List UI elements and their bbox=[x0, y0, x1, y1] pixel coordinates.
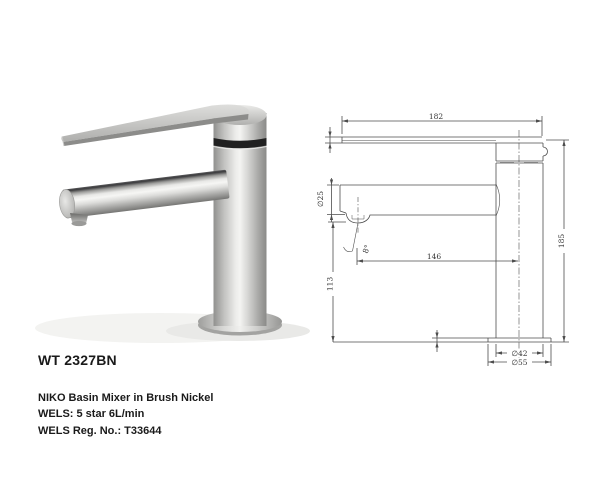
product-wels-reg: WELS Reg. No.: T33644 bbox=[38, 425, 162, 437]
product-wels-rating: WELS: 5 star 6L/min bbox=[38, 408, 145, 420]
product-name: NIKO Basin Mixer in Brush Nickel bbox=[38, 392, 214, 404]
spout-outline bbox=[340, 185, 496, 223]
label-spout-diameter: ∅25 bbox=[316, 190, 325, 208]
handle-outline bbox=[342, 137, 542, 143]
dim-handle-thickness bbox=[325, 127, 342, 153]
label-base-diameter: ∅55 bbox=[511, 358, 528, 367]
product-photo bbox=[35, 104, 310, 343]
product-code: WT 2327BN bbox=[38, 352, 117, 368]
aerator-tip bbox=[70, 213, 88, 226]
cap-outline bbox=[496, 143, 548, 163]
label-overall-height: 185 bbox=[557, 233, 566, 249]
dim-plate-thickness bbox=[432, 330, 488, 352]
label-stream-angle: 8° bbox=[360, 243, 373, 255]
body-outline bbox=[496, 163, 543, 338]
label-overall-width: 182 bbox=[428, 112, 444, 121]
stream-angle bbox=[344, 223, 359, 252]
base-outline bbox=[333, 338, 554, 342]
label-spout-height: 113 bbox=[325, 276, 335, 292]
product-info bbox=[38, 352, 213, 439]
spout bbox=[58, 170, 230, 219]
label-body-diameter: ∅42 bbox=[511, 349, 528, 358]
label-spout-reach: 146 bbox=[426, 252, 442, 261]
technical-drawing bbox=[316, 112, 569, 367]
